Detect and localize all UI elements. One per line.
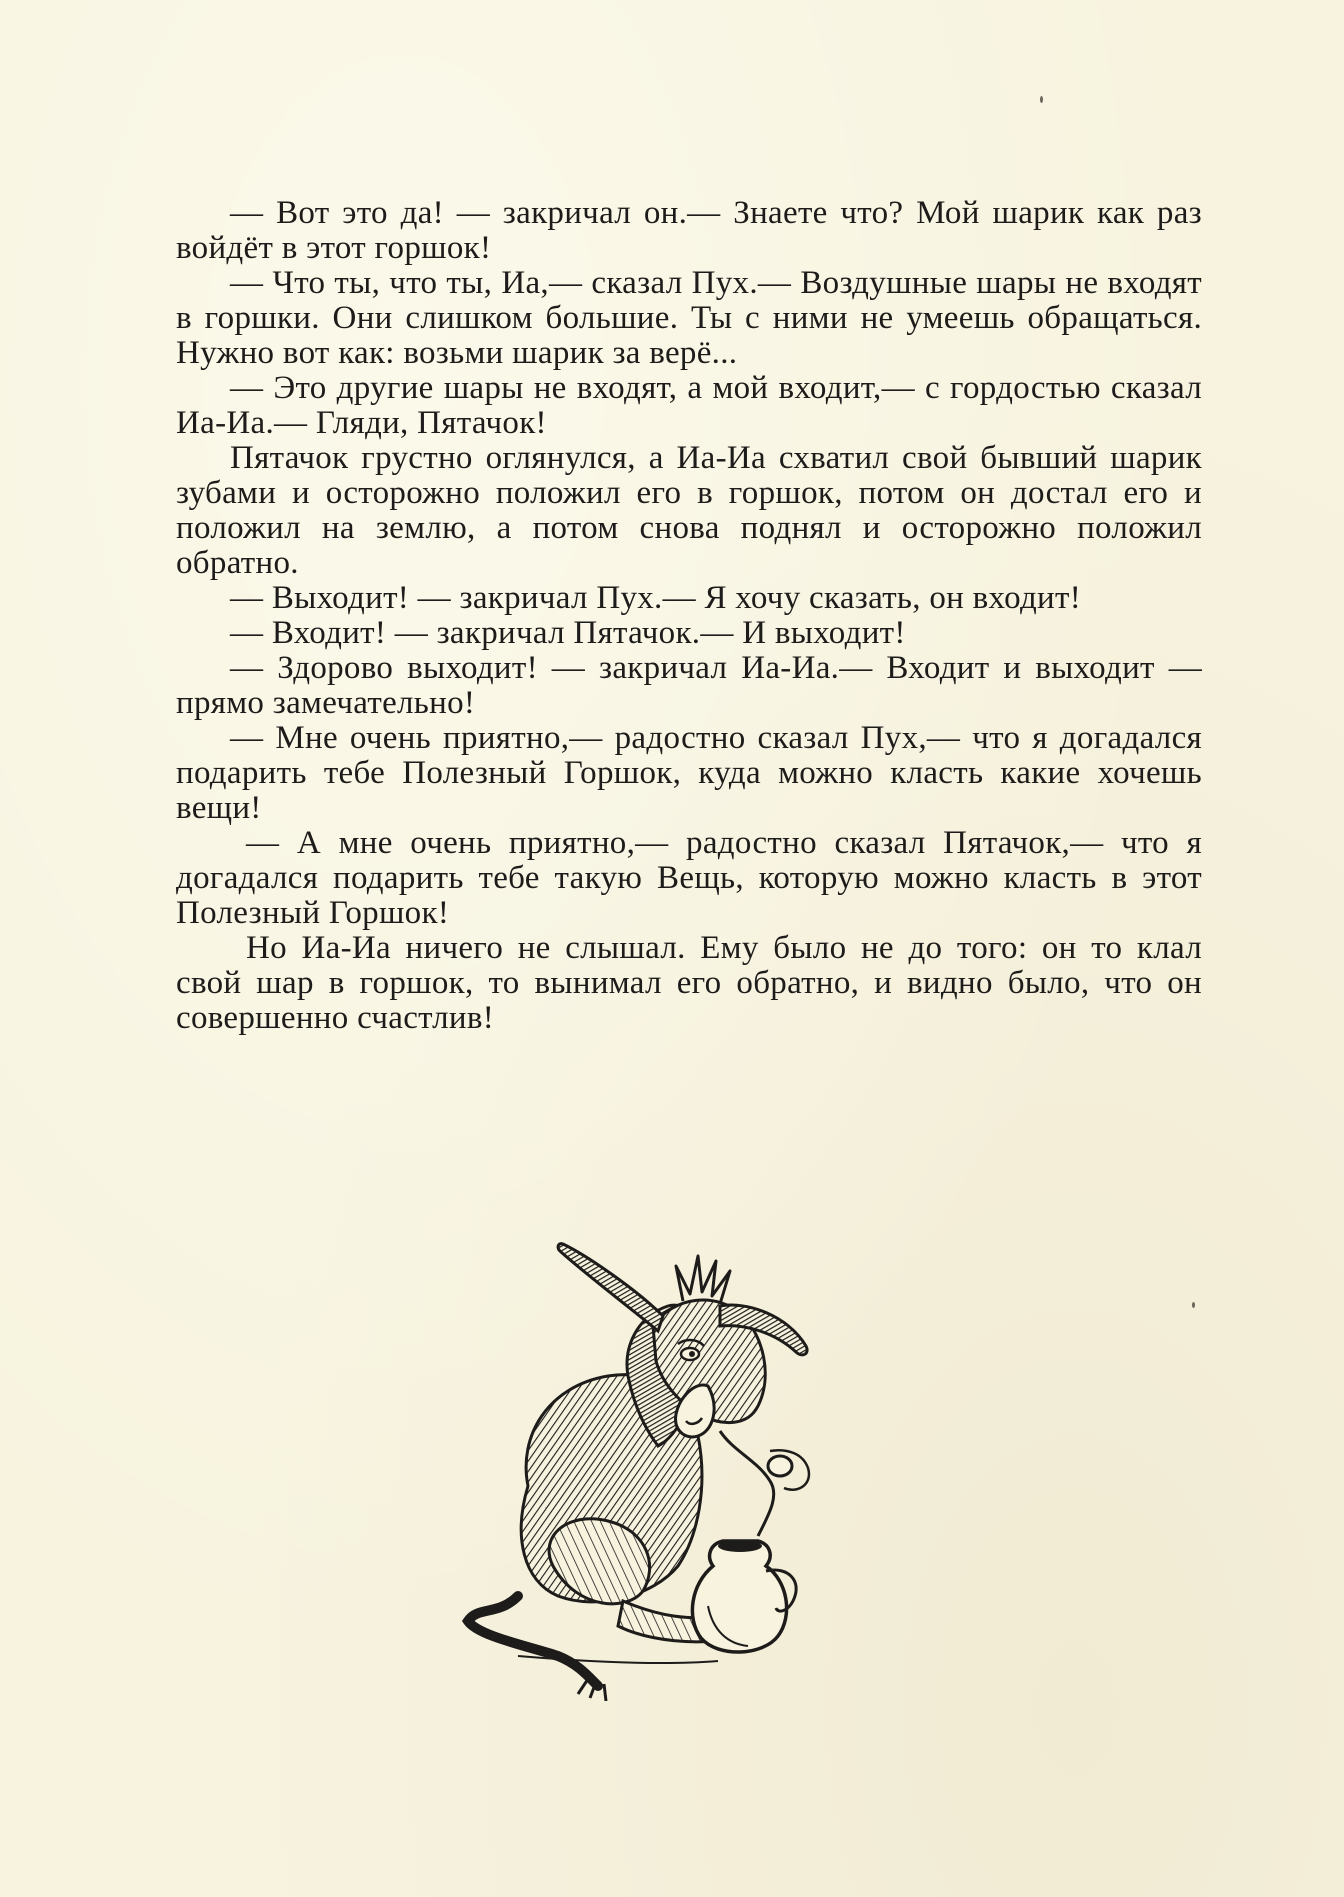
paragraph: — Что ты, что ты, Иа,— сказал Пух.— Воздушные шары не входят в горшки. Они слишком большие. Ты с ними не умеешь обращаться. Нужно вот как: возьми шарик за верё... bbox=[176, 265, 1202, 371]
paragraph: — Это другие шары не входят, а мой входит,— с гордостью сказал Иа-Иа.— Гляди, Пятачок! bbox=[176, 370, 1202, 441]
paragraph: — Здорово выходит! — закричал Иа-Иа.— Входит и выходит — прямо замечательно! bbox=[176, 650, 1202, 721]
balloon-string bbox=[720, 1431, 774, 1536]
paragraph: — Выходит! — закричал Пух.— Я хочу сказать, он входит! bbox=[230, 580, 1082, 616]
pot bbox=[692, 1541, 786, 1652]
paragraph: — А мне очень приятно,— радостно сказал Пятачок,— что я догадался подарить тебе такую Вещь, которую можно класть в этот Полезный Горшок! bbox=[176, 825, 1202, 931]
donkey-tail bbox=[468, 1596, 598, 1686]
paragraph: — Вот это да! — закричал он.— Знаете что? Мой шарик как раз войдёт в этот горшок! bbox=[176, 195, 1202, 266]
paragraph: — Входит! — закричал Пятачок.— И выходит! bbox=[230, 615, 906, 651]
paragraph: Но Иа-Иа ничего не слышал. Ему было не до того: он то клал свой шар в горшок, то вынимал его обратно, и видно было, что он совершенно счастлив! bbox=[176, 930, 1202, 1036]
donkey-tuft bbox=[676, 1256, 730, 1304]
story-text bbox=[176, 196, 1202, 1036]
donkey-with-pot-illustration bbox=[458, 1236, 898, 1701]
paragraph: — Мне очень приятно,— радостно сказал Пух,— что я догадался подарить тебе Полезный Горшок, куда можно класть какие хочешь вещи! bbox=[176, 720, 1202, 826]
donkey-ear-left bbox=[558, 1244, 663, 1331]
paper-speck bbox=[1192, 1302, 1195, 1308]
paper-speck bbox=[1040, 96, 1043, 103]
paragraph: Пятачок грустно оглянулся, а Иа-Иа схватил свой бывший шарик зубами и осторожно положил его в горшок, потом он достал его и положил на землю, а потом снова поднял и осторожно положил обратно. bbox=[176, 440, 1202, 581]
